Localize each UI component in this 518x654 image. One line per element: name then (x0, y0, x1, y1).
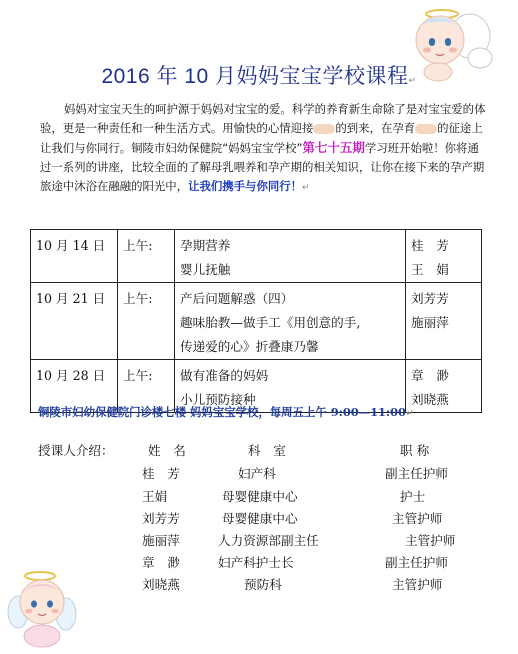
speaker-name: 刘芳芳 (142, 511, 180, 526)
header-name: 姓 名 (148, 443, 186, 458)
speaker-dept: 妇产科护士长 (218, 555, 294, 570)
speaker-title: 副主任护师 (385, 466, 448, 481)
speaker-dept: 预防科 (244, 577, 282, 592)
baby-bubble-icon (415, 124, 437, 134)
time-cell: 上午: (118, 230, 175, 283)
speaker-name: 施丽萍 (142, 533, 180, 548)
speaker-name: 章 渺 (142, 555, 180, 570)
cta-highlight: 让我们携手与你同行！ (188, 179, 303, 193)
speaker-cell: 刘芳芳 施丽萍 (406, 283, 482, 360)
header-title: 职 称 (400, 443, 430, 458)
topic-cell: 孕期营养 婴儿抚触 (175, 230, 406, 283)
baby-bubble-icon (313, 124, 335, 134)
speaker-title: 副主任护师 (385, 555, 448, 570)
speakers-label: 授课人介绍： (38, 443, 114, 458)
page-title: 2016 年 10 月妈妈宝宝学校课程↵ (101, 65, 417, 88)
date-cell: 10 月 21 日 (31, 283, 118, 360)
speaker-dept: 妇产科 (238, 466, 276, 481)
speaker-title: 主管护师 (405, 533, 456, 548)
speaker-name: 桂 芳 (142, 466, 180, 481)
speaker-cell: 桂 芳 王 娟 (406, 230, 482, 283)
speaker-dept: 母婴健康中心 (222, 511, 298, 526)
speaker-title: 护士 (400, 489, 426, 504)
speaker-cell: 章 渺 刘晓燕 (406, 360, 482, 413)
speaker-dept: 母婴健康中心 (222, 489, 298, 504)
angel-baby-icon (4, 566, 84, 650)
topic-cell: 产后问题解惑（四） 趣味胎教—做手工《用创意的手, 传递爱的心》折叠康乃馨 (175, 283, 406, 360)
time-cell: 上午: (118, 360, 175, 413)
table-row (31, 230, 482, 283)
course-schedule-table (30, 229, 482, 413)
table-row (31, 283, 482, 360)
speaker-dept: 人力资源部副主任 (218, 533, 319, 548)
session-highlight: 第七十五期 (302, 140, 365, 155)
topic-cell: 做有准备的妈妈 小儿预防接种 (175, 360, 406, 413)
intro-paragraph: 妈妈对宝宝天生的呵护源于妈妈对宝宝的爱。科学的养育新生命除了是对宝宝爱的体验，更是一种责任和一种生活方式。用愉快的心情迎接 的到来，在孕育 的征途上让我们与你同行。铜陵市妇幼保健院“妈妈宝宝学校”第七十五期学习班开始啦！你将通过一系列的讲座，比较全面的了解母乳喂养和孕产期的相关知识，让你在接下来的孕产期旅途中沐浴在融融的阳光中，让我们携手与你同行！↵ (40, 102, 486, 193)
speaker-title: 主管护师 (392, 511, 443, 526)
location-footer: 铜陵市妇幼保健院门诊楼七楼 妈妈宝宝学校，每周五上午 9:00—11:00↵ (38, 405, 414, 419)
time-cell: 上午: (118, 283, 175, 360)
header-dept: 科 室 (248, 443, 286, 458)
speaker-name: 王娟 (142, 489, 168, 504)
speaker-title: 主管护师 (392, 577, 443, 592)
speaker-name: 刘晓燕 (142, 577, 180, 592)
date-cell: 10 月 28 日 (31, 360, 118, 413)
date-cell: 10 月 14 日 (31, 230, 118, 283)
